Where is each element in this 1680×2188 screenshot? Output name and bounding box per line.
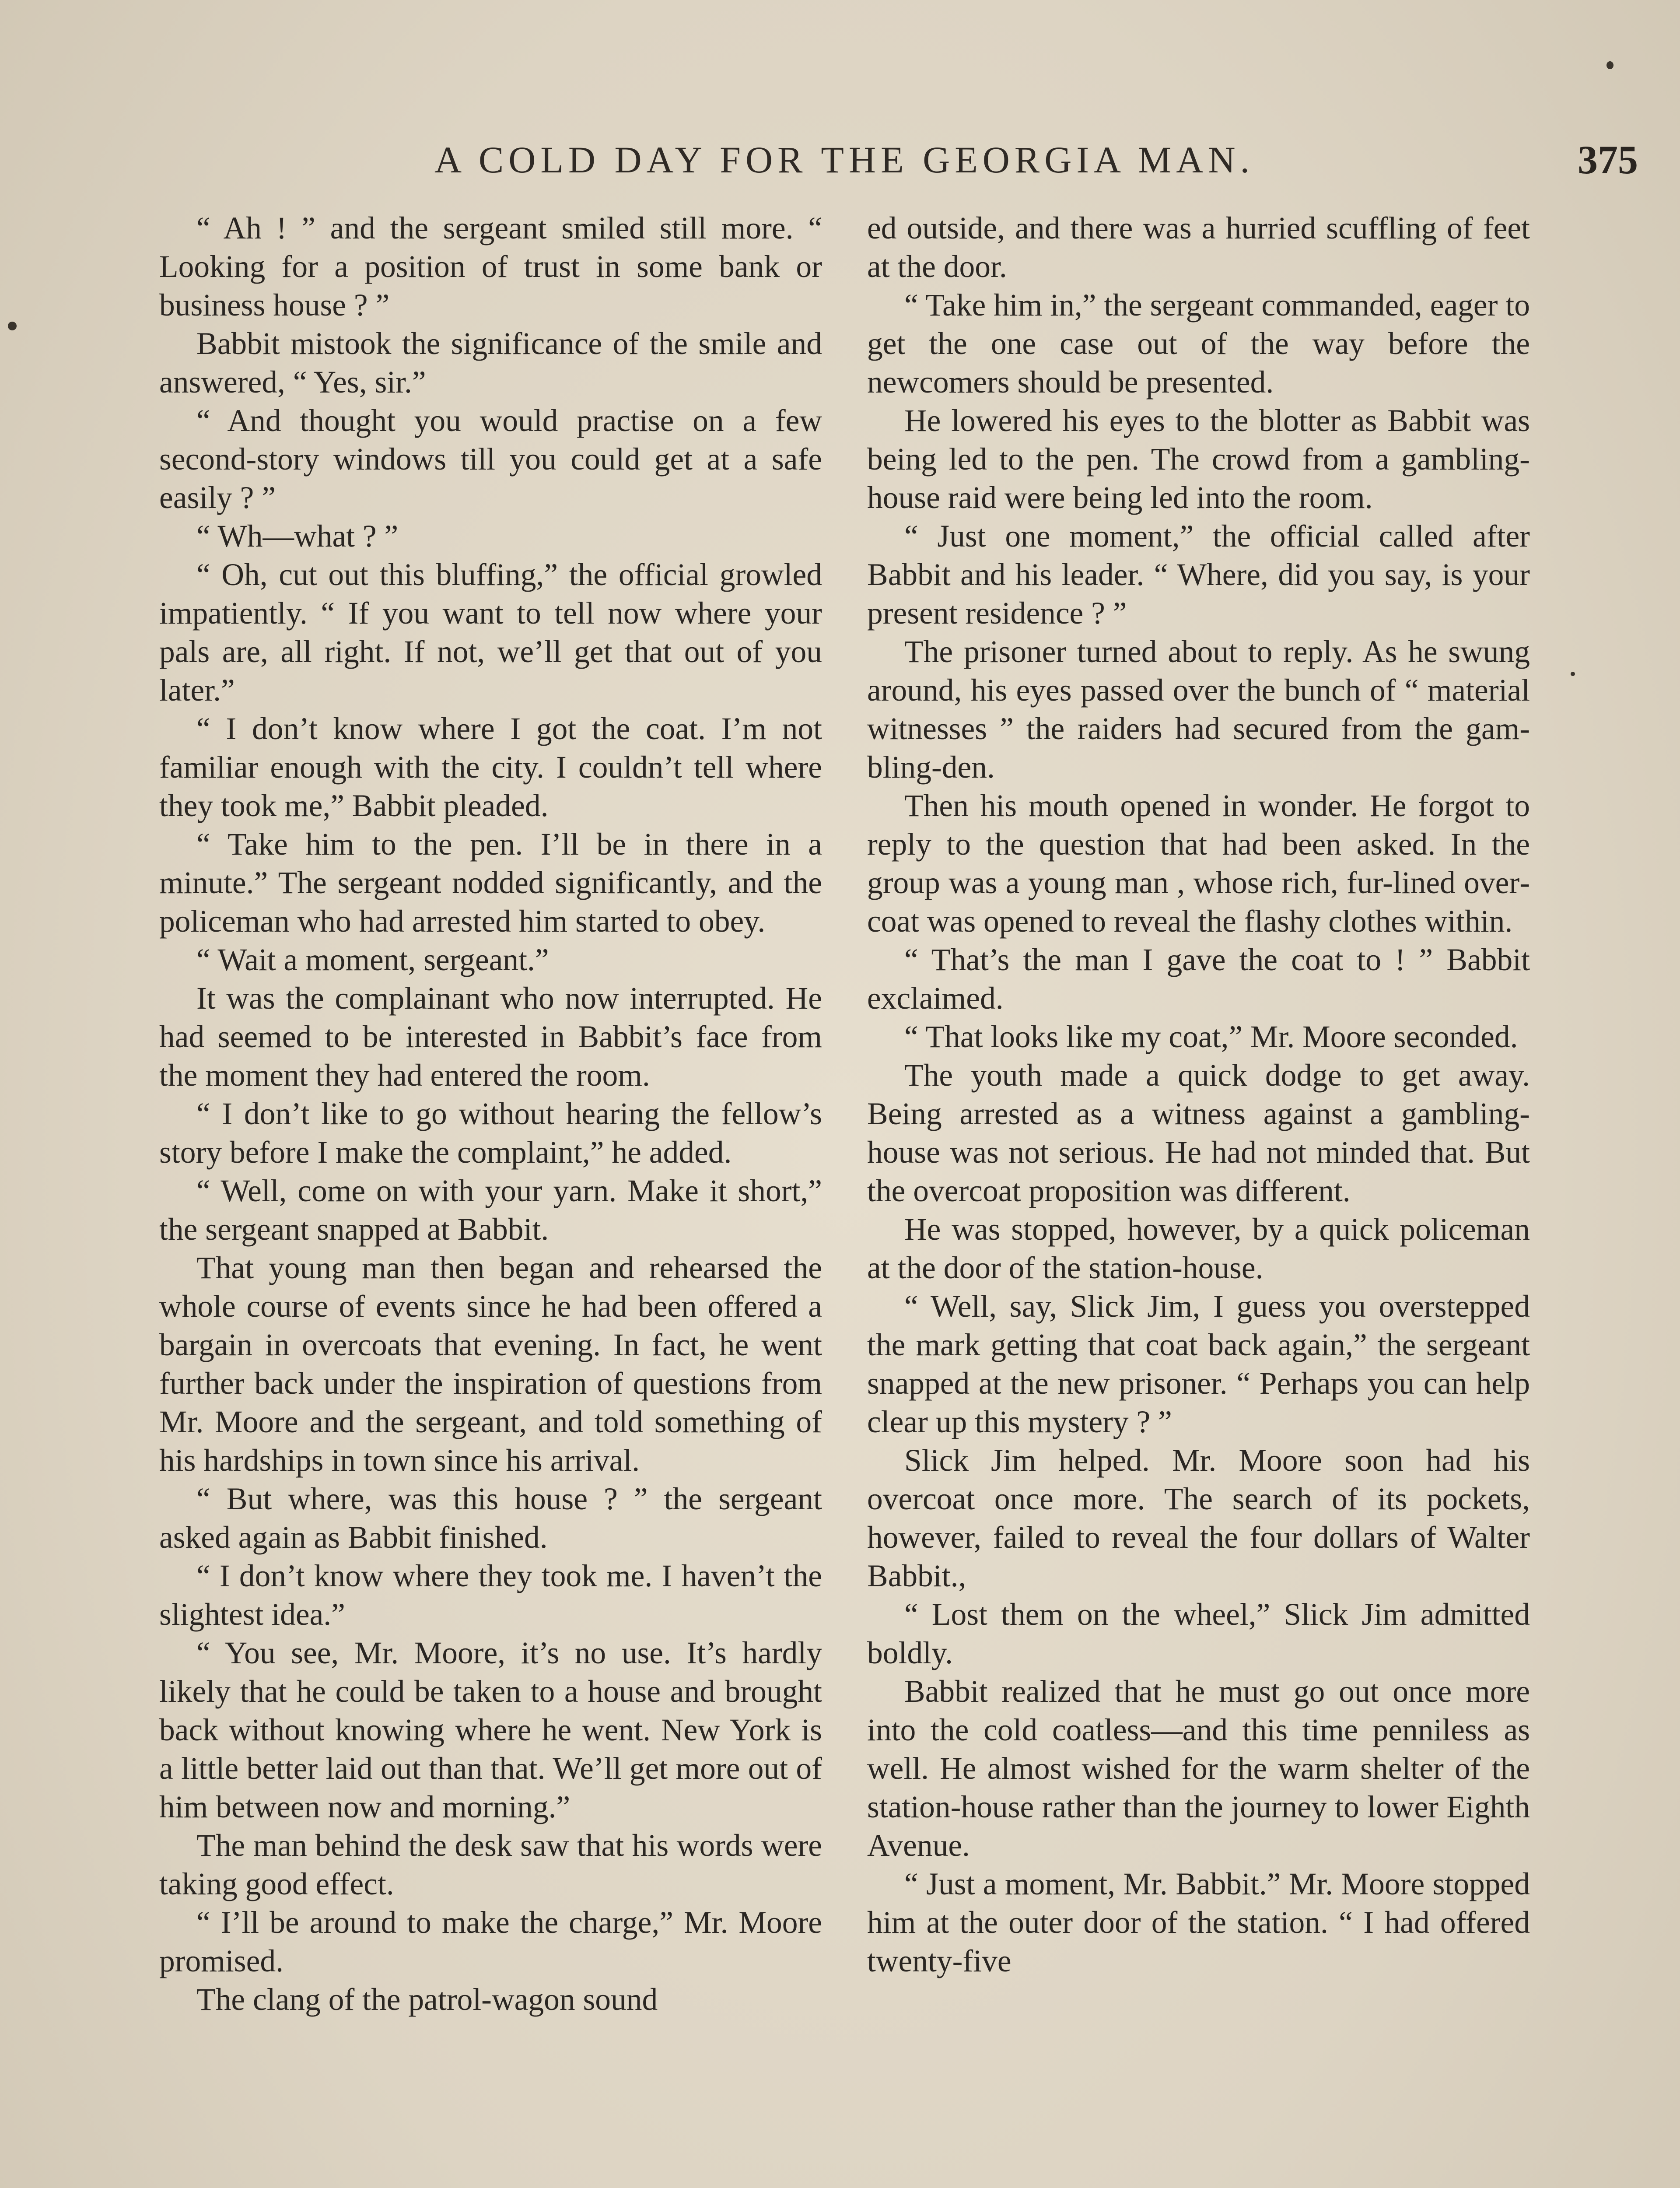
paragraph: He was stopped, however, by a quick policeman at the door of the station-house. (867, 1212, 1530, 1285)
page-header (162, 133, 1638, 186)
paragraph-continuation: ed outside, and there was a hurried scuffling of feet at the door. (867, 211, 1530, 284)
paragraph: “ Just a moment, Mr. Babbit.” Mr. Moore stopped him at the outer door of the station. “ I had offered twenty-five (867, 1867, 1530, 1978)
paragraph: “ Wait a moment, sergeant.” (196, 943, 549, 977)
paragraph: “ Well, come on with your yarn. Make it short,” the sergeant snapped at Babbit. (159, 1174, 822, 1247)
paragraph: “ But where, was this house ? ” the sergeant asked again as Babbit finished. (159, 1482, 822, 1555)
ink-speck (1606, 61, 1614, 69)
paragraph: “ And thought you would practise on a few second-story windows till you could get at a safe easily ? ” (159, 403, 822, 515)
paragraph: Slick Jim helped. Mr. Moore soon had his overcoat once more. The search of its pockets, however, failed to reveal the four dollars of Walter Babbit., (867, 1443, 1530, 1593)
paragraph: “ I don’t know where I got the coat. I’m not familiar enough with the city. I couldn’t tell where they took me,” Babbit pleaded. (159, 712, 822, 823)
paragraph: The man behind the desk saw that his words were taking good effect. (159, 1828, 822, 1901)
left-column (159, 209, 822, 2019)
paragraph: Babbit mistook the significance of the smile and answered, “ Yes, sir.” (159, 326, 822, 400)
paragraph: “ Lost them on the wheel,” Slick Jim admitted boldly. (867, 1597, 1530, 1670)
ink-speck (1571, 672, 1575, 676)
paragraph: “ You see, Mr. Moore, it’s no use. It’s hardly likely that he could be taken to a house and brought back without knowing where he went. New York is a little better laid out than that. We’ll get more out of him between now and morning.” (159, 1636, 822, 1824)
paragraph: “ That’s the man I gave the coat to ! ” Babbit exclaimed. (867, 943, 1530, 1016)
paragraph: “ Just one moment,” the official called after Babbit and his leader. “ Where, did you say, is your present residence ? ” (867, 519, 1530, 631)
paragraph: That young man then began and rehearsed the whole course of events since he had been offered a bargain in overcoats that evening. In fact, he went further back under the inspiration of questions from Mr. Moore and the sergeant, and told something of his hardships in town since his arrival. (159, 1251, 822, 1478)
running-title: A COLD DAY FOR THE GEORGIA MAN. (434, 139, 1254, 181)
paragraph: “ I don’t know where they took me. I haven’t the slightest idea.” (159, 1559, 822, 1632)
paragraph: He lowered his eyes to the blotter as Babbit was being led to the pen. The crowd from a gambling-house raid were being led into the room. (867, 403, 1530, 515)
paragraph: “ I’ll be around to make the charge,” Mr. Moore promised. (159, 1905, 822, 1978)
paragraph: “ Oh, cut out this bluffing,” the official growled impatiently. “ If you want to tell now where your pals are, all right. If not, we’ll get that out of you later.” (159, 558, 822, 708)
paragraph: The clang of the patrol-wagon sound (196, 1982, 658, 2017)
paragraph: It was the complainant who now interrupted. He had seemed to be interested in Babbit’s face from the moment they had entered the room. (159, 981, 822, 1093)
right-column (867, 209, 1530, 1981)
paragraph: “ Ah ! ” and the sergeant smiled still more. “ Looking for a position of trust in some bank or business house ? ” (159, 211, 822, 323)
paragraph: “ Take him to the pen. I’ll be in there in a minute.” The sergeant nodded significantly, and the policeman who had arrested him started to obey. (159, 827, 822, 939)
paragraph: Babbit realized that he must go out once more into the cold coatless—and this time penniless as well. He almost wished for the warm shelter of the station-house rather than the journey to lower Eighth Avenue. (867, 1674, 1530, 1863)
paragraph: The prisoner turned about to reply. As he swung around, his eyes passed over the bunch of “ material witnesses ” the raiders had secured from the gambling-den. (867, 635, 1530, 785)
ink-speck (8, 322, 17, 330)
paragraph: “ I don’t like to go without hearing the fellow’s story before I make the complaint,” he added. (159, 1097, 822, 1170)
paragraph: “ Well, say, Slick Jim, I guess you overstepped the mark getting that coat back again,” the sergeant snapped at the new prisoner. “ Perhaps you can help clear up this mystery ? ” (867, 1289, 1530, 1439)
paragraph: The youth made a quick dodge to get away. Being arrested as a witness against a gambling-house was not serious. He had not minded that. But the overcoat proposition was different. (867, 1058, 1530, 1208)
paragraph: “ Take him in,” the sergeant commanded, eager to get the one case out of the way before the newcomers should be presented. (867, 288, 1530, 400)
paragraph: “ Wh—what ? ” (196, 519, 399, 554)
paragraph: “ That looks like my coat,” Mr. Moore seconded. (904, 1020, 1518, 1054)
paragraph: Then his mouth opened in wonder. He forgot to reply to the question that had been asked. In the group was a young man , whose rich, fur-lined overcoat was opened to reveal the flashy clothes within. (867, 789, 1530, 939)
page-number: 375 (1578, 137, 1638, 182)
